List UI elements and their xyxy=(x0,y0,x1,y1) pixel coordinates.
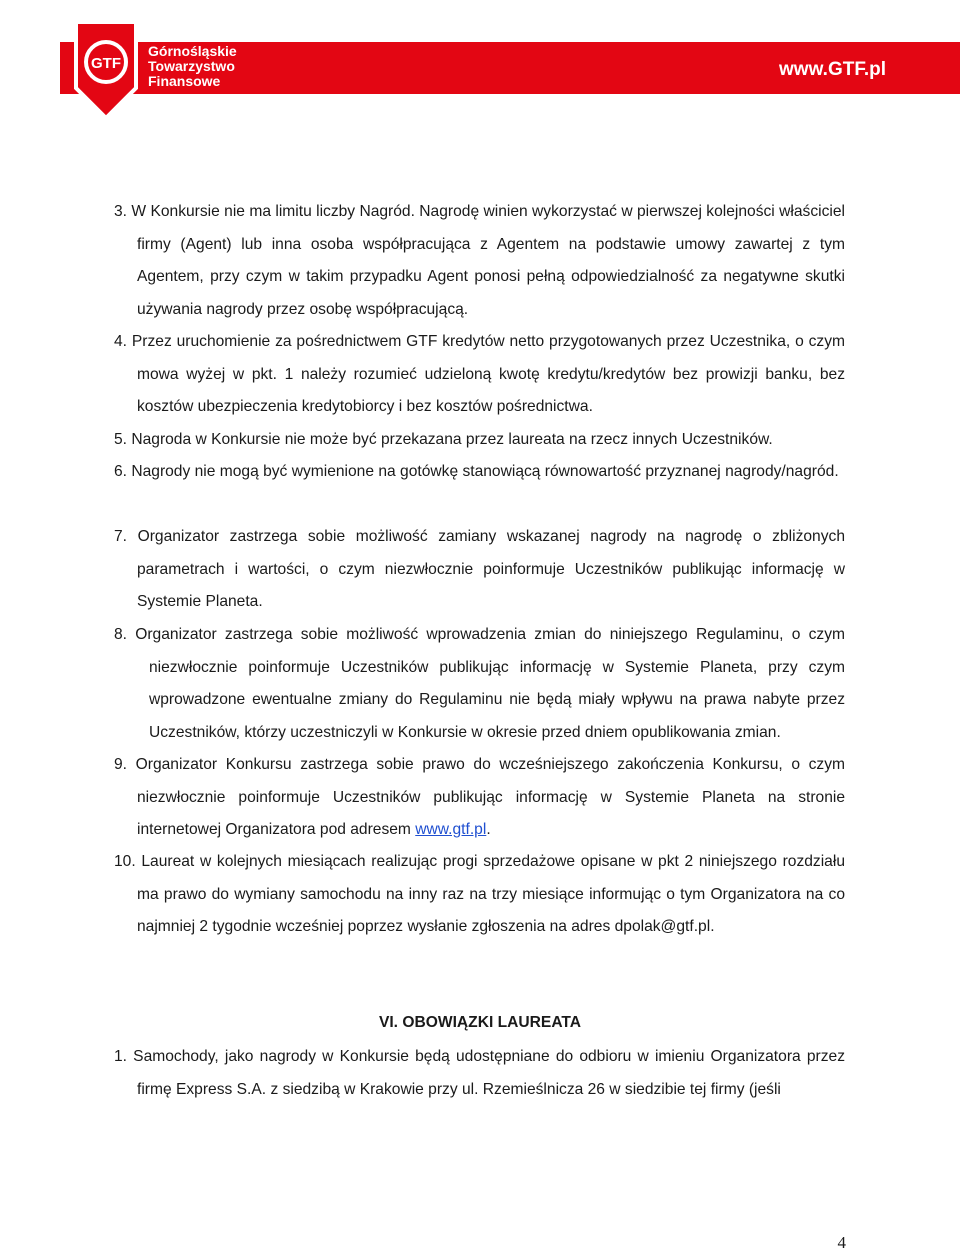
paragraph-7 xyxy=(114,521,845,619)
paragraph-4 xyxy=(114,326,845,424)
section-paragraph-1 xyxy=(114,1041,845,1106)
paragraph-3 xyxy=(114,196,845,326)
paragraph-text: . xyxy=(486,821,491,839)
page-number: 4 xyxy=(837,1233,846,1252)
paragraph-text: 1. Samochody, jako nagrody w Konkursie będą udostępniane do odbioru w imieniu Organizatora przez firmę Express S.A. z siedzibą w Krakowie przy ul. Rzemieślnicza 26 w siedzibie tej firmy (jeśli xyxy=(114,1048,845,1098)
paragraph-text: 6. Nagrody nie mogą być wymienione na gotówkę stanowiącą równowartość przyznanej nagrody/nagród. xyxy=(114,463,839,480)
brand-line: Finansowe xyxy=(148,73,221,89)
brand-name xyxy=(148,44,237,89)
paragraph-text: 10. Laureat w kolejnych miesiącach realizując progi sprzedażowe opisane w pkt 2 niniejszego rozdziału ma prawo do wymiany samochodu na inny raz na trzy miesiące informując o tym Organizatora na co najmniej 2 tygodnie wcześniej poprzez wysłanie zgłoszenia na adres dpolak@gtf.pl. xyxy=(114,853,845,936)
paragraph-text: 4. Przez uruchomienie za pośrednictwem GTF kredytów netto przygotowanych przez Uczestnika, o czym mowa wyżej w pkt. 1 należy rozumieć udzieloną kwotę kredytu/kredytów bez prowizji banku, bez kosztów ubezpieczenia kredytobiorcy i bez kosztów pośrednictwa. xyxy=(114,333,845,416)
paragraph-text: 3. W Konkursie nie ma limitu liczby Nagród. Nagrodę winien wykorzystać w pierwszej kolejności właściciel firmy (Agent) lub inna osoba współpracująca z Agentem na podstawie umowy zawartej z tym Agentem, przy czym w takim przypadku Agent ponosi pełną odpowiedzialność za negatywne skutki używania nagrody przez osobę współpracującą. xyxy=(114,203,845,318)
website-label: www.GTF.pl xyxy=(779,59,886,80)
paragraph-9 xyxy=(114,749,845,847)
paragraph-text: 9. Organizator Konkursu zastrzega sobie prawo do wcześniejszego zakończenia Konkursu, o czym niezwłocznie poinformuje Uczestników publikując informację w Systemie Planeta na stronie internetowej Organizatora pod adresem xyxy=(114,756,845,839)
paragraph-5 xyxy=(114,424,845,457)
paragraph-10 xyxy=(114,846,845,944)
gtf-website-link[interactable]: www.gtf.pl xyxy=(415,821,487,839)
paragraph-text: 8. Organizator zastrzega sobie możliwość wprowadzenia zmian do niniejszego Regulaminu, o czym niezwłocznie poinformuje Uczestników publikując informację w Systemie Planeta, przy czym wprowadzone ewentualne zmiany do Regulaminu nie będą miały wpływu na prawa nabyte przez Uczestników, którzy uczestniczyli w Konkursie w okresie przed dniem opublikowania zmian. xyxy=(114,626,845,741)
page-header xyxy=(0,0,960,140)
brand-line: Towarzystwo xyxy=(148,58,235,74)
logo-mark: GTF xyxy=(91,55,121,72)
brand-line: Górnośląskie xyxy=(148,43,237,59)
gtf-logo-shield xyxy=(72,18,140,122)
paragraph-text: 7. Organizator zastrzega sobie możliwość zamiany wskazanej nagrody na nagrodę o zbliżonych parametrach i wartości, o czym niezwłocznie poinformuje Uczestników publikując informację w Systemie Planeta. xyxy=(114,528,845,611)
paragraph-8 xyxy=(114,619,845,749)
section-heading: VI. OBOWIĄZKI LAUREATA xyxy=(378,1014,582,1031)
paragraph-text: 5. Nagroda w Konkursie nie może być przekazana przez laureata na rzecz innych Uczestników. xyxy=(114,431,773,448)
paragraph-6 xyxy=(114,456,845,489)
